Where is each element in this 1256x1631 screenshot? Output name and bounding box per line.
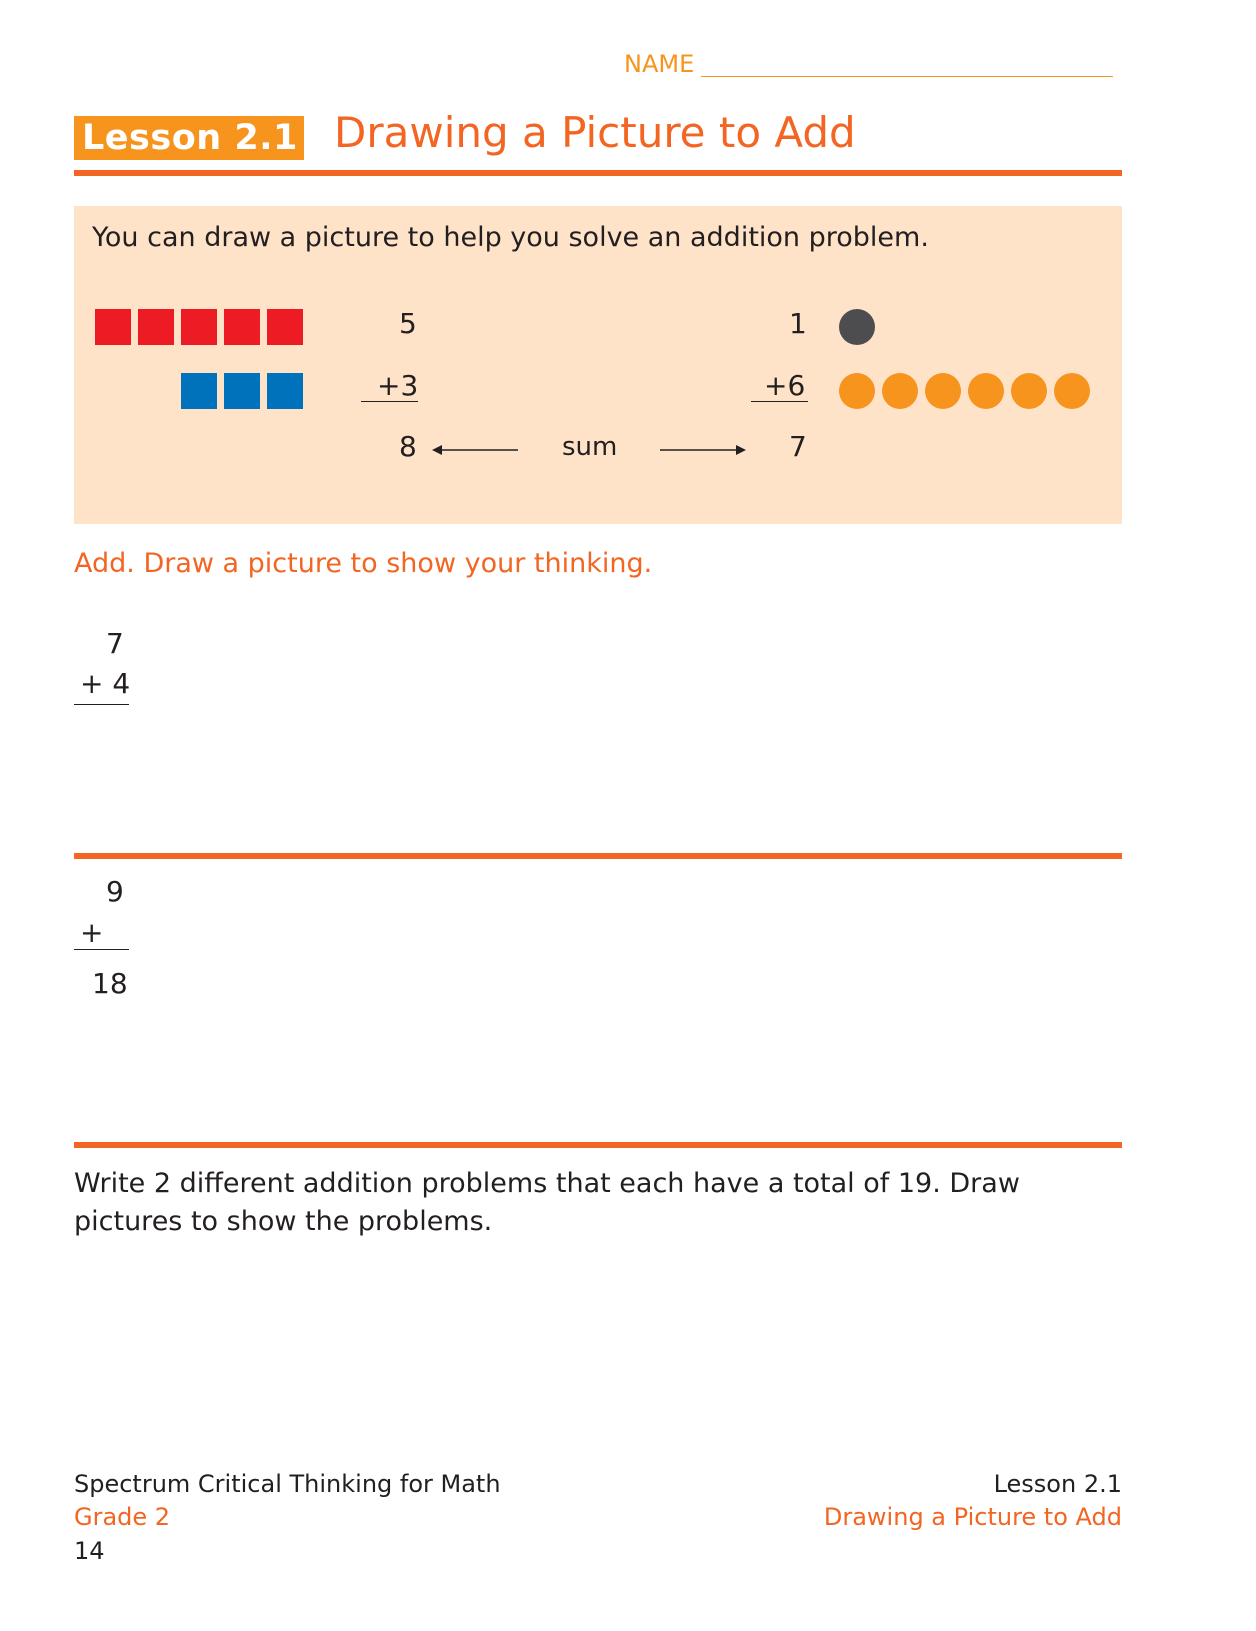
blue-square bbox=[181, 373, 217, 409]
page-title: Drawing a Picture to Add bbox=[334, 108, 856, 157]
red-square bbox=[224, 309, 260, 345]
footer-lesson: Lesson 2.1 bbox=[993, 1470, 1122, 1498]
example-left-bottom: +3 bbox=[377, 369, 419, 402]
problem2-work-area[interactable] bbox=[74, 1008, 1122, 1133]
red-square bbox=[95, 309, 131, 345]
blue-square bbox=[224, 373, 260, 409]
example-left-sum: 8 bbox=[399, 430, 417, 463]
section-divider bbox=[74, 853, 1122, 859]
lesson-badge: Lesson 2.1 bbox=[74, 116, 304, 160]
problem3-work-area[interactable] bbox=[74, 1250, 1122, 1450]
example-left-sum-line bbox=[361, 401, 418, 402]
blue-square bbox=[267, 373, 303, 409]
orange-circle bbox=[839, 373, 875, 409]
problem1-bottom: + 4 bbox=[80, 667, 131, 700]
left-arrow-icon bbox=[432, 442, 518, 458]
gray-circle bbox=[839, 309, 875, 345]
instructions: Add. Draw a picture to show your thinking. bbox=[74, 548, 653, 579]
orange-circle bbox=[925, 373, 961, 409]
footer-grade: Grade 2 bbox=[74, 1503, 171, 1531]
problem2-sum: 18 bbox=[92, 967, 128, 1000]
problem1-top: 7 bbox=[106, 627, 124, 660]
orange-circle bbox=[882, 373, 918, 409]
right-arrow-icon bbox=[660, 442, 746, 458]
footer-book-title: Spectrum Critical Thinking for Math bbox=[74, 1470, 501, 1498]
example-right-top: 1 bbox=[789, 307, 807, 340]
title-divider bbox=[74, 170, 1122, 176]
orange-circle bbox=[1054, 373, 1090, 409]
problem1-sum-line bbox=[74, 704, 129, 705]
red-square bbox=[138, 309, 174, 345]
footer-lesson-title: Drawing a Picture to Add bbox=[823, 1503, 1122, 1531]
problem2-sum-line bbox=[74, 949, 129, 950]
problem2-bottom: + bbox=[80, 916, 104, 949]
orange-circle bbox=[1011, 373, 1047, 409]
red-square bbox=[181, 309, 217, 345]
example-left-top: 5 bbox=[399, 307, 417, 340]
example-right-sum: 7 bbox=[789, 430, 807, 463]
example-right-bottom: +6 bbox=[764, 369, 806, 402]
name-label: NAME bbox=[624, 50, 695, 78]
write-prompt: Write 2 different addition problems that each have a total of 19. Draw pictures to show the problems. bbox=[74, 1168, 1020, 1237]
orange-circle bbox=[968, 373, 1004, 409]
sum-label: sum bbox=[562, 432, 618, 462]
red-square bbox=[267, 309, 303, 345]
page-number: 14 bbox=[74, 1537, 105, 1565]
name-field[interactable] bbox=[701, 76, 1113, 77]
example-intro: You can draw a picture to help you solve an addition problem. bbox=[92, 222, 929, 253]
example-box bbox=[74, 206, 1122, 524]
example-right-sum-line bbox=[751, 401, 808, 402]
problem2-top: 9 bbox=[106, 875, 124, 908]
problem1-work-area[interactable] bbox=[74, 712, 1122, 842]
section-divider bbox=[74, 1142, 1122, 1148]
